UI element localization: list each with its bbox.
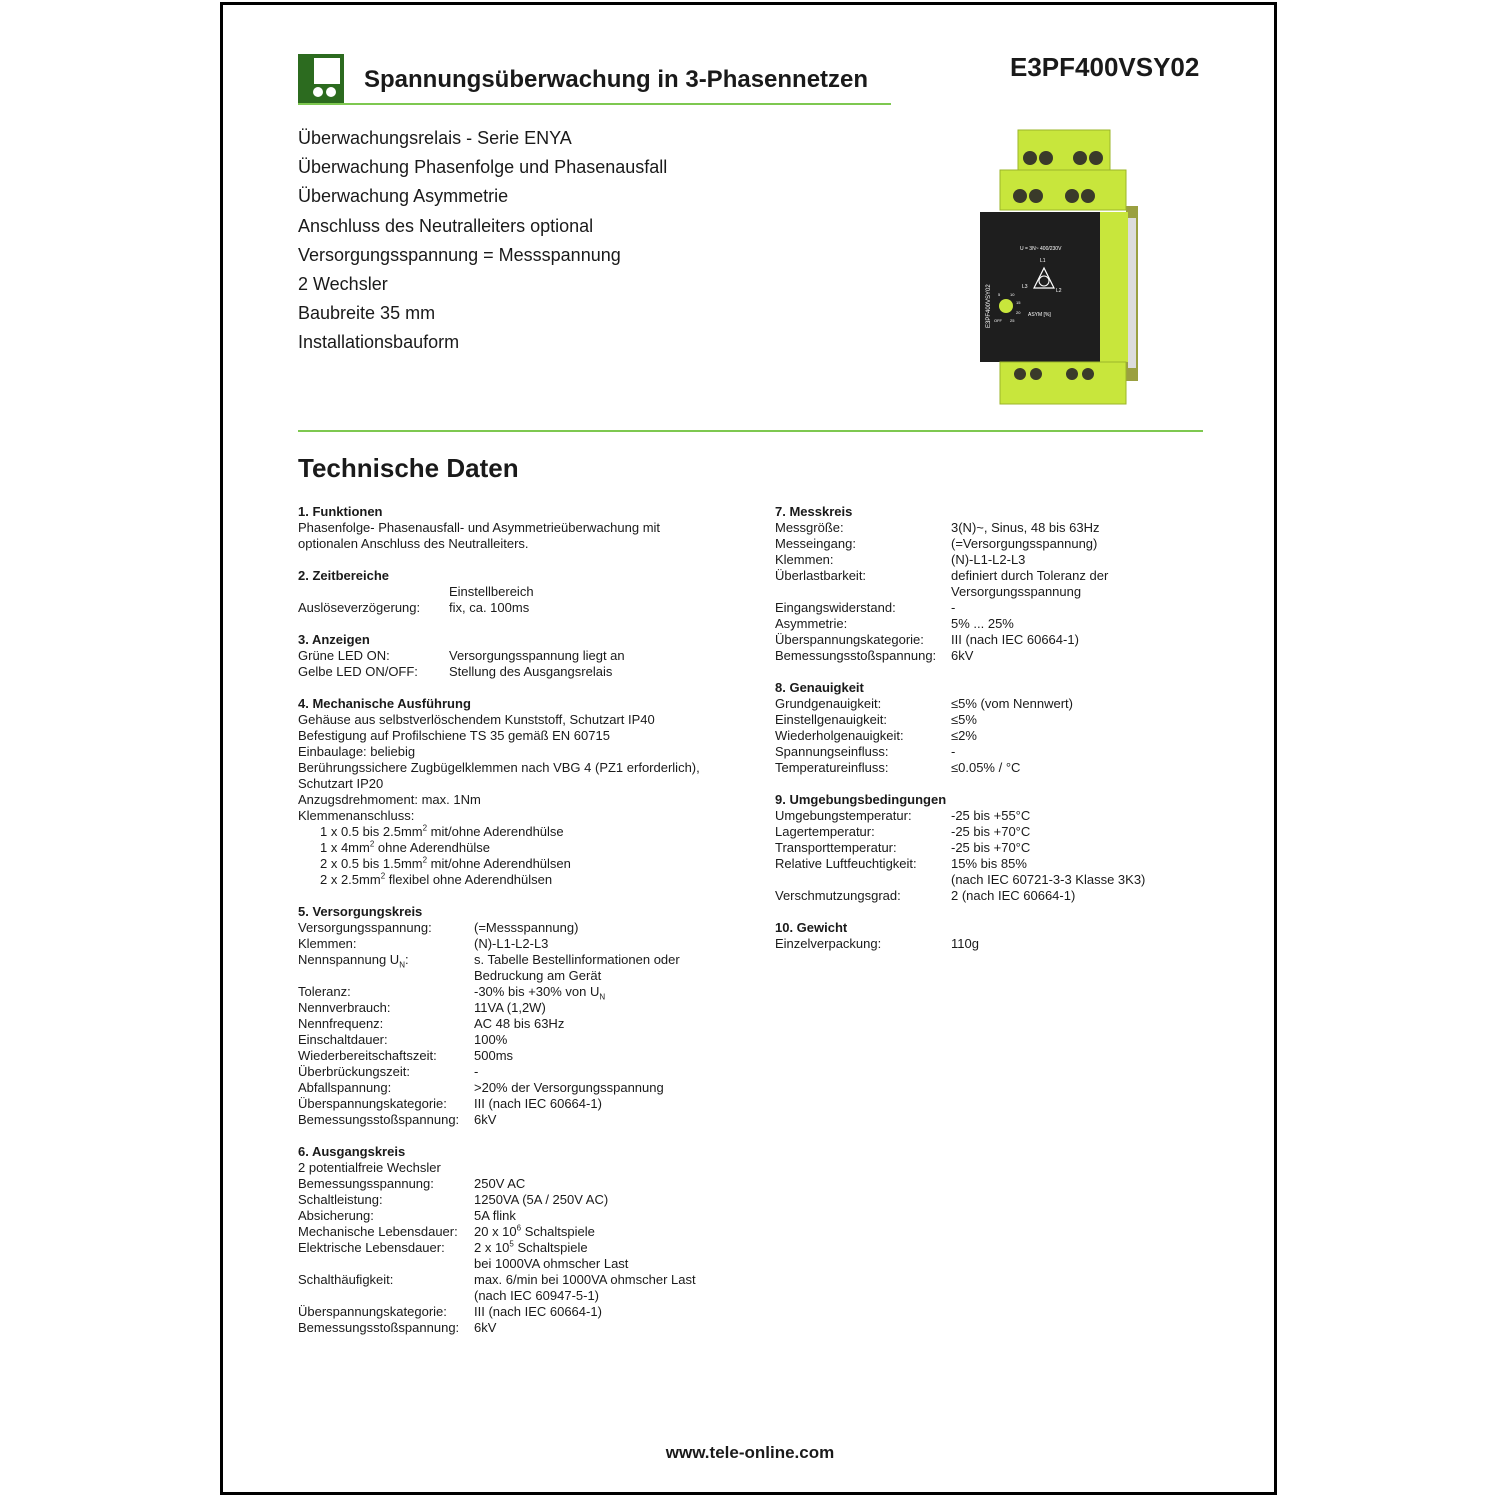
spec-label: Asymmetrie: <box>775 616 848 631</box>
feature-item: Versorgungsspannung = Messspannung <box>298 244 621 265</box>
spec-text: Phasenfolge- Phasenausfall- und Asymmetrieüberwachung mit <box>298 520 661 535</box>
spec-value: (=Messspannung) <box>474 920 579 935</box>
spec-value: ≤2% <box>951 728 977 743</box>
device-voltage-label: U = 3N~ 400/230V <box>1020 246 1062 252</box>
feature-item: Baubreite 35 mm <box>298 303 436 324</box>
spec-value: 5A flink <box>474 1208 516 1223</box>
spec-section-time-ranges <box>298 568 758 616</box>
spec-value: 110g <box>951 936 979 951</box>
spec-value: Stellung des Ausgangsrelais <box>449 664 613 679</box>
spec-label: Einschaltdauer: <box>298 1032 388 1047</box>
spec-value: -25 bis +55°C <box>951 808 1031 823</box>
spec-row <box>775 824 1205 840</box>
spec-value: III (nach IEC 60664-1) <box>474 1096 602 1111</box>
spec-row <box>298 1048 758 1064</box>
footer-website-link[interactable]: www.tele-online.com <box>665 1443 835 1462</box>
superscript: 6 <box>516 1223 522 1233</box>
spec-section-measuring <box>775 504 1205 664</box>
spec-label: Klemmen: <box>298 936 357 951</box>
spec-value: -25 bis +70°C <box>951 824 1031 839</box>
page-title: Spannungsüberwachung in 3-Phasennetzen <box>364 66 869 93</box>
spec-label: Elektrische Lebensdauer: <box>298 1240 445 1255</box>
spec-section-functions <box>298 504 758 552</box>
spec-value-continued: Versorgungsspannung <box>951 584 1082 599</box>
spec-text: Berührungssichere Zugbügelklemmen nach VBG 4 (PZ1 erforderlich), <box>298 760 700 775</box>
spec-row <box>298 1192 758 1208</box>
spec-label: Eingangswiderstand: <box>775 600 896 615</box>
terminal-spec-text: 2 x 2.5mm <box>320 872 381 887</box>
terminal-spec-text: 1 x 4mm <box>320 840 370 855</box>
spec-label: Bemessungsstoßspannung: <box>298 1320 460 1335</box>
tele-logo <box>298 54 344 104</box>
spec-label: Umgebungstemperatur: <box>775 808 912 823</box>
superscript: 2 <box>422 823 428 833</box>
spec-row <box>298 1240 758 1256</box>
spec-row <box>775 888 1205 904</box>
spec-label <box>298 952 474 968</box>
spec-value-text: Schaltspiele <box>513 1240 588 1255</box>
feature-item: Anschluss des Neutralleiters optional <box>298 215 594 236</box>
spec-text: Einbaulage: beliebig <box>298 744 416 759</box>
spec-row <box>775 760 1205 776</box>
spec-text: Schutzart IP20 <box>298 776 384 791</box>
spec-label: Transporttemperatur: <box>775 840 897 855</box>
spec-label: Auslöseverzögerung: <box>298 600 421 615</box>
device-dial-mark: 10 <box>1010 292 1015 297</box>
device-phase-l1: L1 <box>1040 258 1046 264</box>
spec-label: Verschmutzungsgrad: <box>775 888 901 903</box>
spec-row <box>298 1224 758 1240</box>
spec-row <box>775 696 1205 712</box>
spec-label: Einstellgenauigkeit: <box>775 712 888 727</box>
spec-text: Befestigung auf Profilschiene TS 35 gemäß EN 60715 <box>298 728 610 743</box>
spec-label: Wiederbereitschaftszeit: <box>298 1048 437 1063</box>
product-code: E3PF400VSY02 <box>1010 52 1200 82</box>
spec-section-indicators <box>298 632 758 680</box>
spec-label: Bemessungsspannung: <box>298 1176 434 1191</box>
spec-row <box>298 664 758 680</box>
spec-row <box>775 632 1205 648</box>
spec-section-title: 4. Mechanische Ausführung <box>298 696 471 711</box>
spec-value: fix, ca. 100ms <box>449 600 530 615</box>
spec-value <box>474 1224 758 1240</box>
spec-value: 6kV <box>474 1320 497 1335</box>
feature-item: Überwachung Asymmetrie <box>298 186 509 207</box>
spec-value-continued: (nach IEC 60721-3-3 Klasse 3K3) <box>951 872 1146 887</box>
spec-label: Temperatureinfluss: <box>775 760 889 775</box>
spec-row <box>775 568 1205 584</box>
subscript: N <box>599 992 606 1002</box>
spec-label: Überbrückungszeit: <box>298 1064 410 1079</box>
spec-row <box>775 552 1205 568</box>
section-heading: Technische Daten <box>298 453 519 483</box>
spec-value: definiert durch Toleranz der <box>951 568 1109 583</box>
spec-value: III (nach IEC 60664-1) <box>951 632 1079 647</box>
feature-item: 2 Wechsler <box>298 274 388 295</box>
spec-section-title: 1. Funktionen <box>298 504 383 519</box>
relay-device-image <box>978 128 1140 406</box>
spec-label: Lagertemperatur: <box>775 824 875 839</box>
device-asym-label: ASYM [%] <box>1028 312 1051 318</box>
spec-row <box>775 600 1205 616</box>
spec-text: optionalen Anschluss des Neutralleiters. <box>298 536 529 551</box>
spec-row <box>775 808 1205 824</box>
spec-row <box>775 648 1205 664</box>
spec-text: Klemmenanschluss: <box>298 808 415 823</box>
terminal-spec <box>298 856 758 872</box>
spec-value: ≤0.05% / °C <box>951 760 1021 775</box>
spec-row <box>775 744 1205 760</box>
terminal-spec-text: mit/ohne Aderendhülse <box>427 824 564 839</box>
superscript: 2 <box>422 855 428 865</box>
spec-label: Klemmen: <box>775 552 834 567</box>
spec-label: Überlastbarkeit: <box>775 568 867 583</box>
spec-section-title: 9. Umgebungsbedingungen <box>775 792 947 807</box>
device-phase-l3: L3 <box>1022 284 1028 290</box>
spec-value-continued: Bedruckung am Gerät <box>474 968 602 983</box>
spec-label: Schalthäufigkeit: <box>298 1272 394 1287</box>
spec-value: AC 48 bis 63Hz <box>474 1016 565 1031</box>
spec-label: Relative Luftfeuchtigkeit: <box>775 856 917 871</box>
spec-row <box>298 952 758 968</box>
spec-label: Nennfrequenz: <box>298 1016 384 1031</box>
spec-row <box>775 520 1205 536</box>
spec-section-environment <box>775 792 1205 904</box>
spec-section-output <box>298 1144 758 1336</box>
device-model-label: E3PF400VSY02 <box>986 284 992 328</box>
spec-row <box>298 1080 758 1096</box>
spec-value: 500ms <box>474 1048 514 1063</box>
spec-label: Schaltleistung: <box>298 1192 383 1207</box>
spec-section-mechanical <box>298 696 758 888</box>
spec-value: max. 6/min bei 1000VA ohmscher Last <box>474 1272 696 1287</box>
spec-value: 100% <box>474 1032 508 1047</box>
spec-text: Gehäuse aus selbstverlöschendem Kunststoff, Schutzart IP40 <box>298 712 655 727</box>
spec-row <box>298 984 758 1000</box>
spec-value-text: -30% bis +30% von U <box>474 984 600 999</box>
device-dial-mark: 20 <box>1016 310 1021 315</box>
feature-list <box>298 124 667 358</box>
spec-value: s. Tabelle Bestellinformationen oder <box>474 952 680 967</box>
spec-value <box>474 984 758 1000</box>
device-dial-mark: OFF <box>994 318 1002 323</box>
spec-row <box>775 728 1205 744</box>
spec-section-title: 8. Genauigkeit <box>775 680 864 695</box>
spec-value: 6kV <box>474 1112 497 1127</box>
subscript: N <box>399 960 405 970</box>
spec-value: - <box>951 600 956 615</box>
spec-row <box>298 920 758 936</box>
spec-label: Bemessungsstoßspannung: <box>775 648 937 663</box>
superscript: 2 <box>369 839 375 849</box>
spec-row <box>775 936 1205 952</box>
spec-row <box>298 1112 758 1128</box>
terminal-spec <box>298 840 758 856</box>
spec-value: Versorgungsspannung liegt an <box>449 648 625 663</box>
spec-value-text: Schaltspiele <box>521 1224 595 1239</box>
terminal-spec-text: mit/ohne Aderendhülsen <box>427 856 571 871</box>
spec-section-title: 7. Messkreis <box>775 504 853 519</box>
spec-row <box>298 1032 758 1048</box>
spec-label: Einzelverpackung: <box>775 936 882 951</box>
spec-label: Versorgungsspannung: <box>298 920 432 935</box>
spec-row <box>298 1176 758 1192</box>
spec-label: Gelbe LED ON/OFF: <box>298 664 418 679</box>
section-divider <box>298 430 1203 432</box>
spec-value: (N)-L1-L2-L3 <box>951 552 1026 567</box>
spec-value: (N)-L1-L2-L3 <box>474 936 549 951</box>
spec-value: -25 bis +70°C <box>951 840 1031 855</box>
spec-value: ≤5% (vom Nennwert) <box>951 696 1074 711</box>
spec-section-weight <box>775 920 1205 952</box>
spec-column-header: Einstellbereich <box>449 584 534 599</box>
spec-text: 2 potentialfreie Wechsler <box>298 1160 441 1175</box>
spec-label: Messgröße: <box>775 520 844 535</box>
spec-label: Wiederholgenauigkeit: <box>775 728 904 743</box>
spec-row <box>298 1096 758 1112</box>
spec-row <box>298 1272 758 1288</box>
device-phase-l2: L2 <box>1056 288 1062 294</box>
feature-item: Überwachungsrelais - Serie ENYA <box>298 128 572 148</box>
title-underline <box>298 103 891 105</box>
spec-row <box>298 1000 758 1016</box>
device-dial-mark: 15 <box>1016 300 1021 305</box>
spec-value: 6kV <box>951 648 974 663</box>
spec-label: Absicherung: <box>298 1208 374 1223</box>
spec-value: 1250VA (5A / 250V AC) <box>474 1192 609 1207</box>
spec-label: Grundgenauigkeit: <box>775 696 882 711</box>
spec-value: - <box>951 744 956 759</box>
spec-label-text: Nennspannung U <box>298 952 400 967</box>
spec-value: 15% bis 85% <box>951 856 1027 871</box>
feature-item: Installationsbauform <box>298 332 460 353</box>
spec-label: Überspannungskategorie: <box>298 1096 447 1111</box>
superscript: 2 <box>380 871 386 881</box>
spec-value: >20% der Versorgungsspannung <box>474 1080 664 1095</box>
spec-row <box>298 600 758 616</box>
spec-value: - <box>474 1064 479 1079</box>
spec-value-continued: bei 1000VA ohmscher Last <box>474 1256 629 1271</box>
spec-section-title: 10. Gewicht <box>775 920 848 935</box>
spec-section-title: 6. Ausgangskreis <box>298 1144 406 1159</box>
spec-value-continued: (nach IEC 60947-5-1) <box>474 1288 600 1303</box>
spec-row <box>775 840 1205 856</box>
spec-label: Spannungseinfluss: <box>775 744 889 759</box>
spec-value: 5% ... 25% <box>951 616 1014 631</box>
device-dial-mark: 25 <box>1010 318 1015 323</box>
spec-value: 2 (nach IEC 60664-1) <box>951 888 1076 903</box>
spec-row <box>775 536 1205 552</box>
spec-row <box>298 1064 758 1080</box>
spec-row <box>298 1016 758 1032</box>
terminal-spec-text: 2 x 0.5 bis 1.5mm <box>320 856 423 871</box>
spec-row <box>298 936 758 952</box>
spec-section-accuracy <box>775 680 1205 776</box>
spec-value: ≤5% <box>951 712 977 727</box>
spec-row <box>775 616 1205 632</box>
spec-label: Nennverbrauch: <box>298 1000 391 1015</box>
superscript: 5 <box>509 1239 514 1249</box>
spec-label: Überspannungskategorie: <box>298 1304 447 1319</box>
spec-value: (=Versorgungsspannung) <box>951 536 1098 551</box>
feature-item: Überwachung Phasenfolge und Phasenausfall <box>298 157 668 178</box>
spec-label: Toleranz: <box>298 984 351 999</box>
spec-column-left <box>298 504 758 1352</box>
device-dial-mark: 5 <box>998 292 1001 297</box>
spec-row <box>298 1320 758 1336</box>
spec-value <box>474 1240 758 1256</box>
spec-value-text: 2 x 10 <box>474 1240 510 1255</box>
spec-value: 250V AC <box>474 1176 526 1191</box>
spec-column-right <box>775 504 1205 968</box>
spec-value: 3(N)~, Sinus, 48 bis 63Hz <box>951 520 1100 535</box>
spec-label: Bemessungsstoßspannung: <box>298 1112 460 1127</box>
spec-value: 11VA (1,2W) <box>474 1000 546 1015</box>
spec-row <box>775 712 1205 728</box>
terminal-spec <box>298 824 758 840</box>
spec-label: Abfallspannung: <box>298 1080 392 1095</box>
spec-label: Grüne LED ON: <box>298 648 390 663</box>
terminal-spec-text: ohne Aderendhülse <box>374 840 490 855</box>
spec-section-title: 2. Zeitbereiche <box>298 568 390 583</box>
terminal-spec-text: 1 x 0.5 bis 2.5mm <box>320 824 423 839</box>
spec-label-text: : <box>404 952 409 967</box>
spec-row <box>298 1304 758 1320</box>
spec-value-text: 20 x 10 <box>474 1224 517 1239</box>
terminal-spec <box>298 872 758 888</box>
spec-label: Messeingang: <box>775 536 856 551</box>
spec-label: Mechanische Lebensdauer: <box>298 1224 458 1239</box>
spec-text: Anzugsdrehmoment: max. 1Nm <box>298 792 481 807</box>
spec-section-title: 5. Versorgungskreis <box>298 904 423 919</box>
spec-value: III (nach IEC 60664-1) <box>474 1304 602 1319</box>
spec-label: Überspannungskategorie: <box>775 632 924 647</box>
spec-row <box>775 856 1205 872</box>
spec-section-supply <box>298 904 758 1128</box>
spec-section-title: 3. Anzeigen <box>298 632 370 647</box>
terminal-spec-text: flexibel ohne Aderendhülsen <box>385 872 553 887</box>
spec-row <box>298 648 758 664</box>
spec-row <box>298 1208 758 1224</box>
